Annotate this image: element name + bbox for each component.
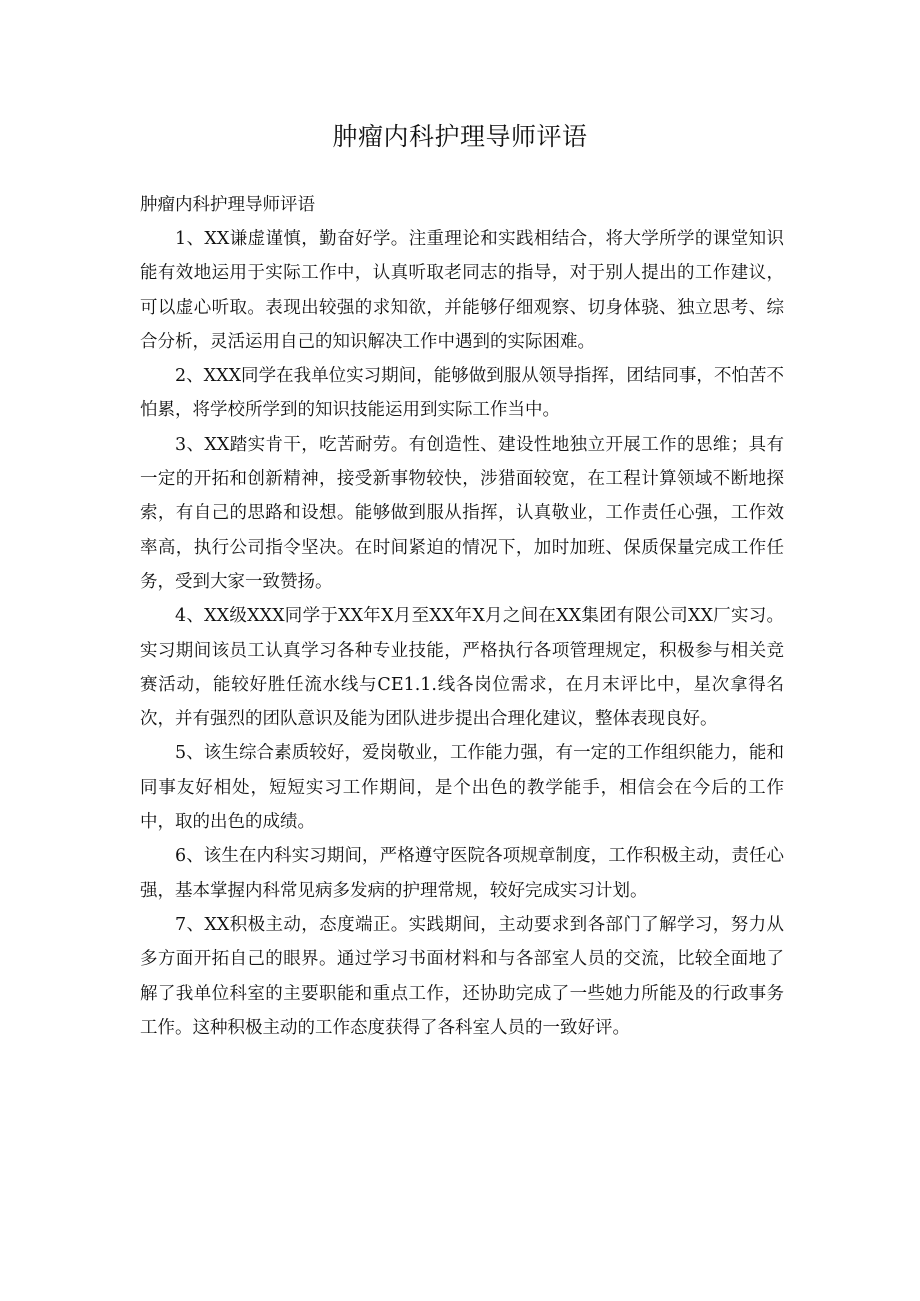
paragraph-4: 4、XX级XXX同学于XX年X月至XX年X月之间在XX集团有限公司XX厂实习。实习期间该员工认真学习各种专业技能，严格执行各项管理规定，积极参与相关竞赛活动，能较好胜任流水线与CE1.1.线各岗位需求，在月末评比中，星次拿得名次，并有强烈的团队意识及能为团队进步提出合理化建议，整体表现良好。 xyxy=(140,606,784,730)
document-title: 肿瘤内科护理导师评语 xyxy=(332,122,588,151)
document-body xyxy=(140,188,784,1045)
paragraph-7: 7、XX积极主动，态度端正。实践期间，主动要求到各部门了解学习，努力从多方面开拓自己的眼界。通过学习书面材料和与各部室人员的交流，比较全面地了解了我单位科室的主要职能和重点工作，还协助完成了一些她力所能及的行政事务工作。这种积极主动的工作态度获得了各科室人员的一致好评。 xyxy=(140,914,784,1038)
paragraph-5: 5、该生综合素质较好，爱岗敬业，工作能力强，有一定的工作组织能力，能和同事友好相处，短短实习工作期间，是个出色的教学能手，相信会在今后的工作中，取的出色的成绩。 xyxy=(140,743,784,833)
paragraph-6: 6、该生在内科实习期间，严格遵守医院各项规章制度，工作积极主动，责任心强，基本掌握内科常见病多发病的护理常规，较好完成实习计划。 xyxy=(140,846,784,901)
paragraph-2: 2、XXX同学在我单位实习期间，能够做到服从领导指挥，团结同事，不怕苦不怕累，将学校所学到的知识技能运用到实际工作当中。 xyxy=(140,366,784,421)
paragraph-1: 1、XX谦虚谨慎，勤奋好学。注重理论和实践相结合，将大学所学的课堂知识能有效地运用于实际工作中，认真听取老同志的指导，对于别人提出的工作建议，可以虚心听取。表现出较强的求知欲，并能够仔细观察、切身体骁、独立思考、综合分析，灵活运用自己的知识解决工作中遇到的实际困难。 xyxy=(140,229,784,352)
document-subtitle: 肿瘤内科护理导师评语 xyxy=(140,195,315,215)
paragraph-3: 3、XX踏实肯干，吃苦耐劳。有创造性、建设性地独立开展工作的思维；具有一定的开拓和创新精神，接受新事物较快，涉猎面较宽，在工程计算领域不断地探索，有自己的思路和设想。能够做到服从指挥，认真敬业，工作责任心强，工作效率高，执行公司指令坚决。在时间紧迫的情况下，加时加班、保质保量完成工作任务，受到大家一致赞扬。 xyxy=(140,434,784,592)
